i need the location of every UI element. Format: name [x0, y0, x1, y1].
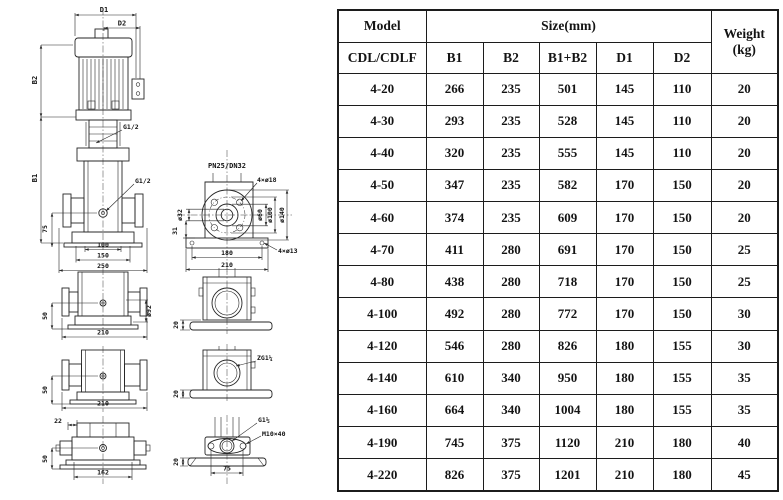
cell-b2: 375 — [483, 427, 539, 459]
cell-d2: 150 — [653, 298, 711, 330]
cell-d2: 110 — [653, 73, 711, 105]
table-row — [338, 137, 778, 169]
cell-weight: 20 — [711, 169, 778, 201]
cell-b1: 347 — [426, 169, 483, 201]
dia-32-label: ø32 — [176, 209, 184, 221]
dim-180-label: 180 — [221, 249, 233, 257]
cell-d2: 150 — [653, 169, 711, 201]
cell-weight: 25 — [711, 266, 778, 298]
cell-weight: 20 — [711, 137, 778, 169]
cell-model: 4-80 — [338, 266, 426, 298]
v2-dim-210: 210 — [97, 328, 109, 337]
cell-b2: 235 — [483, 73, 539, 105]
port-g12-lower: G1/2 — [135, 177, 151, 185]
header-b2: B2 — [483, 42, 539, 73]
cell-b1b2: 501 — [539, 73, 596, 105]
cell-d2: 155 — [653, 362, 711, 394]
cell-model: 4-120 — [338, 330, 426, 362]
pump-dimension-drawing — [0, 0, 335, 500]
table-row — [338, 459, 778, 491]
cell-weight: 20 — [711, 105, 778, 137]
cell-b2: 340 — [483, 362, 539, 394]
cell-d1: 210 — [596, 459, 653, 491]
cell-model: 4-160 — [338, 394, 426, 426]
cell-b1: 745 — [426, 427, 483, 459]
cell-b1: 610 — [426, 362, 483, 394]
cell-b2: 280 — [483, 330, 539, 362]
cell-model: 4-190 — [338, 427, 426, 459]
cell-b1b2: 1201 — [539, 459, 596, 491]
cell-b2: 235 — [483, 202, 539, 234]
cell-b2: 280 — [483, 298, 539, 330]
dim-b2: B2 — [31, 75, 39, 85]
cell-b1: 293 — [426, 105, 483, 137]
dim-150: 150 — [97, 251, 109, 260]
table-row — [338, 105, 778, 137]
header-d2: D2 — [653, 42, 711, 73]
cell-b1b2: 950 — [539, 362, 596, 394]
cell-model: 4-40 — [338, 137, 426, 169]
r3-zg-label: ZG1¼ — [257, 354, 273, 362]
cell-weight: 30 — [711, 330, 778, 362]
dim-31-label: 31 — [171, 227, 179, 235]
cell-model: 4-20 — [338, 73, 426, 105]
table-row — [338, 73, 778, 105]
cell-weight: 20 — [711, 202, 778, 234]
dim-d1: D1 — [99, 6, 109, 14]
cell-d1: 170 — [596, 234, 653, 266]
dim-250: 250 — [97, 262, 109, 270]
cell-b1: 826 — [426, 459, 483, 491]
cell-b1b2: 691 — [539, 234, 596, 266]
r4-g-label: G1½ — [258, 416, 270, 424]
cell-b1: 438 — [426, 266, 483, 298]
v3-dim-210: 210 — [97, 399, 109, 408]
cell-model: 4-30 — [338, 105, 426, 137]
bolt-holes-13-label: 4×ø13 — [278, 247, 298, 255]
cell-d1: 145 — [596, 105, 653, 137]
cell-model: 4-70 — [338, 234, 426, 266]
v2-dia-92: ø92 — [145, 305, 153, 317]
cell-b2: 235 — [483, 105, 539, 137]
dim-100: 100 — [97, 241, 109, 249]
cell-model: 4-220 — [338, 459, 426, 491]
cell-d2: 155 — [653, 394, 711, 426]
cell-weight: 35 — [711, 362, 778, 394]
cell-d2: 155 — [653, 330, 711, 362]
dim-210-top-label: 210 — [221, 261, 233, 269]
table-row — [338, 298, 778, 330]
cell-b1b2: 1004 — [539, 394, 596, 426]
v4-dim-50: 50 — [41, 455, 49, 463]
cell-d1: 145 — [596, 73, 653, 105]
cell-b2: 375 — [483, 459, 539, 491]
cell-model: 4-50 — [338, 169, 426, 201]
r3-dim-20: 20 — [172, 390, 180, 398]
header-model: Model — [338, 10, 426, 42]
base-side-view-1 — [172, 268, 272, 334]
cell-weight: 35 — [711, 394, 778, 426]
table-row — [338, 266, 778, 298]
cell-d2: 110 — [653, 137, 711, 169]
bolt-holes-18-label: 4×ø18 — [257, 176, 277, 184]
cell-b1b2: 826 — [539, 330, 596, 362]
cell-b1: 320 — [426, 137, 483, 169]
table-body — [338, 73, 778, 491]
cell-d1: 145 — [596, 137, 653, 169]
cell-d2: 180 — [653, 427, 711, 459]
cell-d1: 180 — [596, 330, 653, 362]
cell-d1: 170 — [596, 266, 653, 298]
cell-d2: 150 — [653, 266, 711, 298]
dim-75: 75 — [41, 225, 49, 233]
r4-dim-75: 75 — [223, 464, 231, 473]
cell-b1b2: 1120 — [539, 427, 596, 459]
v4-dim-162: 162 — [97, 468, 109, 477]
header-weight-label: Weight — [723, 25, 765, 41]
table-row — [338, 202, 778, 234]
port-g12-upper: G1/2 — [123, 123, 139, 131]
dia-60-label: ø60 — [256, 209, 264, 221]
r2-dim-20: 20 — [172, 321, 180, 329]
cell-model: 4-100 — [338, 298, 426, 330]
cell-d1: 210 — [596, 427, 653, 459]
header-d1: D1 — [596, 42, 653, 73]
cell-d1: 170 — [596, 298, 653, 330]
cell-d1: 170 — [596, 202, 653, 234]
cell-b1: 374 — [426, 202, 483, 234]
dim-d2: D2 — [117, 19, 127, 28]
header-size: Size(mm) — [426, 10, 711, 42]
v3-dim-50: 50 — [41, 386, 49, 394]
dim-b1: B1 — [31, 173, 39, 183]
cell-b1b2: 582 — [539, 169, 596, 201]
table-row — [338, 234, 778, 266]
cell-b2: 280 — [483, 234, 539, 266]
cell-weight: 30 — [711, 298, 778, 330]
cell-b1: 546 — [426, 330, 483, 362]
cell-b1: 411 — [426, 234, 483, 266]
cell-b2: 280 — [483, 266, 539, 298]
specification-table — [337, 9, 779, 492]
pump-top-view — [171, 150, 298, 272]
cell-b1: 664 — [426, 394, 483, 426]
cell-b2: 340 — [483, 394, 539, 426]
base-side-view-3 — [172, 415, 286, 484]
cell-b1b2: 555 — [539, 137, 596, 169]
cell-b1b2: 609 — [539, 202, 596, 234]
cell-model: 4-140 — [338, 362, 426, 394]
pump-front-view — [31, 6, 151, 273]
table-row — [338, 394, 778, 426]
terminal-box — [132, 79, 144, 99]
base-front-view-3 — [41, 416, 150, 484]
header-b1: B1 — [426, 42, 483, 73]
r4-dim-20: 20 — [172, 458, 180, 466]
r4-m10-label: M10×40 — [262, 430, 286, 438]
header-weight — [711, 10, 778, 73]
v2-dim-50: 50 — [41, 312, 49, 320]
table-row — [338, 427, 778, 459]
cell-b1: 492 — [426, 298, 483, 330]
header-weight-unit: (kg) — [732, 41, 756, 57]
cell-weight: 45 — [711, 459, 778, 491]
cell-weight: 40 — [711, 427, 778, 459]
cell-weight: 25 — [711, 234, 778, 266]
cell-b1b2: 772 — [539, 298, 596, 330]
dia-100-label: ø100 — [266, 207, 274, 223]
cell-d1: 170 — [596, 169, 653, 201]
cell-model: 4-60 — [338, 202, 426, 234]
cell-b1b2: 528 — [539, 105, 596, 137]
flange-rating-label: PN25/DN32 — [208, 162, 246, 170]
cell-d2: 150 — [653, 234, 711, 266]
cell-d2: 180 — [653, 459, 711, 491]
cell-d2: 150 — [653, 202, 711, 234]
v4-dim-22: 22 — [54, 417, 62, 425]
table-row — [338, 330, 778, 362]
dia-140-label: ø140 — [278, 207, 286, 223]
header-b1b2: B1+B2 — [539, 42, 596, 73]
cell-d1: 180 — [596, 394, 653, 426]
cell-b2: 235 — [483, 169, 539, 201]
cell-d2: 110 — [653, 105, 711, 137]
cell-d1: 180 — [596, 362, 653, 394]
table-row — [338, 169, 778, 201]
table-row — [338, 362, 778, 394]
base-front-view-2 — [41, 346, 147, 412]
cell-b1b2: 718 — [539, 266, 596, 298]
cell-weight: 20 — [711, 73, 778, 105]
cell-b1: 266 — [426, 73, 483, 105]
base-front-view-1 — [41, 268, 153, 340]
base-side-view-2 — [172, 344, 273, 403]
cell-b2: 235 — [483, 137, 539, 169]
header-model-series: CDL/CDLF — [338, 42, 426, 73]
